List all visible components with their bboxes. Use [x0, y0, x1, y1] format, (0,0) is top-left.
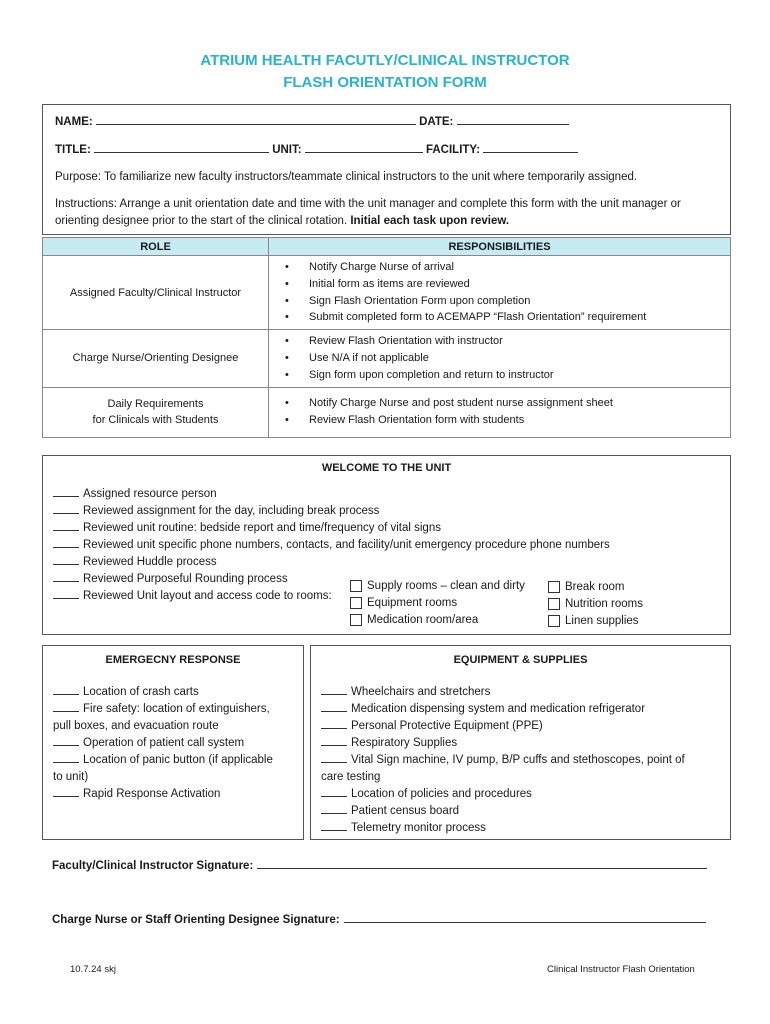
equipment-supplies-section — [310, 645, 731, 840]
initial-blank[interactable] — [321, 684, 347, 695]
checkbox[interactable] — [350, 580, 362, 592]
initial-blank[interactable] — [321, 786, 347, 797]
welcome-item: Reviewed Huddle process — [53, 554, 720, 571]
welcome-item: Reviewed unit routine: bedside report and time/frequency of vital signs — [53, 520, 720, 537]
list-item: • Review Flash Orientation with instructor — [285, 333, 724, 350]
initial-blank[interactable] — [53, 786, 79, 797]
list-item: • Notify Charge Nurse of arrival — [285, 259, 724, 276]
emergency-item: Fire safety: location of extinguishers, — [53, 701, 293, 718]
emergency-item: Operation of patient call system — [53, 735, 293, 752]
role-cell: Charge Nurse/Orienting Designee — [43, 330, 269, 387]
initial-blank[interactable] — [53, 520, 79, 531]
date-field[interactable] — [457, 113, 569, 125]
initial-blank[interactable] — [321, 735, 347, 746]
checkbox[interactable] — [350, 614, 362, 626]
responsibilities-cell — [269, 387, 731, 437]
initial-blank[interactable] — [321, 718, 347, 729]
title-field[interactable] — [94, 141, 269, 153]
checkbox[interactable] — [548, 615, 560, 627]
instructions-bold: Initial each task upon review. — [350, 215, 510, 227]
instructor-signature-row — [52, 857, 707, 872]
checkbox-item[interactable]: Supply rooms – clean and dirty — [350, 577, 525, 594]
initial-blank[interactable] — [53, 486, 79, 497]
initial-blank[interactable] — [53, 537, 79, 548]
checkbox-item[interactable]: Nutrition rooms — [548, 595, 643, 612]
welcome-item: Reviewed Unit layout and access code to rooms: — [53, 588, 720, 605]
charge-nurse-signature-row — [52, 911, 706, 926]
form-title — [0, 50, 770, 94]
role-column-header: ROLE — [43, 238, 269, 256]
initial-blank[interactable] — [53, 684, 79, 695]
role-line: for Clinicals with Students — [92, 414, 219, 427]
equipment-item-cont: care testing — [321, 771, 381, 783]
welcome-item: Reviewed Purposeful Rounding process — [53, 571, 720, 588]
emergency-item: Rapid Response Activation — [53, 786, 293, 803]
instructor-signature-field[interactable] — [257, 857, 707, 869]
table-row — [43, 330, 731, 387]
welcome-item: Reviewed unit specific phone numbers, contacts, and facility/unit emergency procedure phone numbers — [53, 537, 720, 554]
equipment-item: Vital Sign machine, IV pump, B/P cuffs and stethoscopes, point of — [321, 752, 720, 769]
form-title-line1: ATRIUM HEALTH FACUTLY/CLINICAL INSTRUCTOR — [200, 52, 570, 69]
footer-revision: 10.7.24 skj — [70, 964, 116, 975]
title-label: TITLE: — [55, 144, 91, 156]
equipment-item: Personal Protective Equipment (PPE) — [321, 718, 720, 735]
responsibilities-column-header: RESPONSIBILITIES — [269, 238, 731, 256]
table-row — [43, 256, 731, 330]
equipment-heading: EQUIPMENT & SUPPLIES — [453, 654, 588, 666]
form-title-line2: FLASH ORIENTATION FORM — [283, 74, 487, 91]
welcome-item: Reviewed assignment for the day, including break process — [53, 503, 720, 520]
room-checkboxes-col1 — [350, 577, 525, 628]
instructions-text — [55, 196, 718, 230]
facility-field[interactable] — [483, 141, 578, 153]
initial-blank[interactable] — [53, 735, 79, 746]
role-cell — [43, 387, 269, 437]
emergency-item-cont: pull boxes, and evacuation route — [53, 720, 219, 732]
checkbox[interactable] — [548, 581, 560, 593]
initial-blank[interactable] — [53, 554, 79, 565]
unit-label: UNIT: — [272, 144, 302, 156]
emergency-item-cont: to unit) — [53, 771, 89, 783]
unit-field[interactable] — [305, 141, 423, 153]
initial-blank[interactable] — [321, 752, 347, 763]
responsibilities-cell — [269, 256, 731, 330]
table-row — [43, 387, 731, 437]
initial-blank[interactable] — [53, 571, 79, 582]
instructor-signature-label: Faculty/Clinical Instructor Signature: — [52, 860, 254, 872]
welcome-item: Assigned resource person — [53, 486, 720, 503]
list-item: • Sign form upon completion and return to instructor — [285, 367, 724, 384]
equipment-item: Telemetry monitor process — [321, 820, 720, 837]
initial-blank[interactable] — [321, 803, 347, 814]
welcome-heading: WELCOME TO THE UNIT — [321, 462, 452, 474]
header-info-box — [42, 104, 731, 235]
list-item: • Use N/A if not applicable — [285, 350, 724, 367]
footer-doc-name: Clinical Instructor Flash Orientation — [547, 964, 695, 975]
initial-blank[interactable] — [53, 588, 79, 599]
welcome-section — [42, 455, 731, 635]
emergency-item: Location of panic button (if applicable — [53, 752, 293, 769]
charge-nurse-signature-field[interactable] — [344, 911, 706, 923]
initial-blank[interactable] — [53, 701, 79, 712]
initial-blank[interactable] — [321, 701, 347, 712]
checkbox[interactable] — [548, 598, 560, 610]
list-item: • Submit completed form to ACEMAPP “Flash Orientation” requirement — [285, 309, 724, 326]
roles-table — [42, 237, 731, 438]
list-item: • Review Flash Orientation form with students — [285, 412, 724, 429]
roles-table-header — [43, 238, 731, 256]
checkbox[interactable] — [350, 597, 362, 609]
checkbox-item[interactable]: Linen supplies — [548, 612, 643, 629]
initial-blank[interactable] — [321, 820, 347, 831]
emergency-response-section — [42, 645, 304, 840]
list-item: • Sign Flash Orientation Form upon completion — [285, 293, 724, 310]
responsibilities-cell — [269, 330, 731, 387]
purpose-text: Purpose: To familiarize new faculty instructors/teammate clinical instructors to the unit where temporarily assigned. — [55, 171, 638, 183]
checkbox-item[interactable]: Medication room/area — [350, 611, 525, 628]
facility-label: FACILITY: — [425, 144, 481, 156]
emergency-item: Location of crash carts — [53, 684, 293, 701]
initial-blank[interactable] — [53, 503, 79, 514]
name-field[interactable] — [96, 113, 416, 125]
name-label: NAME: — [55, 116, 93, 128]
checkbox-item[interactable]: Equipment rooms — [350, 594, 525, 611]
instructions-body: Instructions: Arrange a unit orientation date and time with the unit manager and complete this form with the unit manager or orienting designee prior to the start of the clinical rotation. — [55, 198, 681, 227]
emergency-heading: EMERGECNY RESPONSE — [105, 654, 241, 666]
equipment-item: Respiratory Supplies — [321, 735, 720, 752]
date-label: DATE: — [419, 116, 454, 128]
initial-blank[interactable] — [53, 752, 79, 763]
list-item: • Notify Charge Nurse and post student nurse assignment sheet — [285, 395, 724, 412]
equipment-item: Medication dispensing system and medication refrigerator — [321, 701, 720, 718]
equipment-item: Patient census board — [321, 803, 720, 820]
equipment-item: Location of policies and procedures — [321, 786, 720, 803]
checkbox-item[interactable]: Break room — [548, 578, 643, 595]
list-item: • Initial form as items are reviewed — [285, 276, 724, 293]
charge-nurse-signature-label: Charge Nurse or Staff Orienting Designee Signature: — [52, 914, 340, 926]
role-line: Daily Requirements — [107, 398, 204, 411]
role-cell: Assigned Faculty/Clinical Instructor — [43, 256, 269, 330]
equipment-item: Wheelchairs and stretchers — [321, 684, 720, 701]
room-checkboxes-col2 — [548, 578, 643, 629]
